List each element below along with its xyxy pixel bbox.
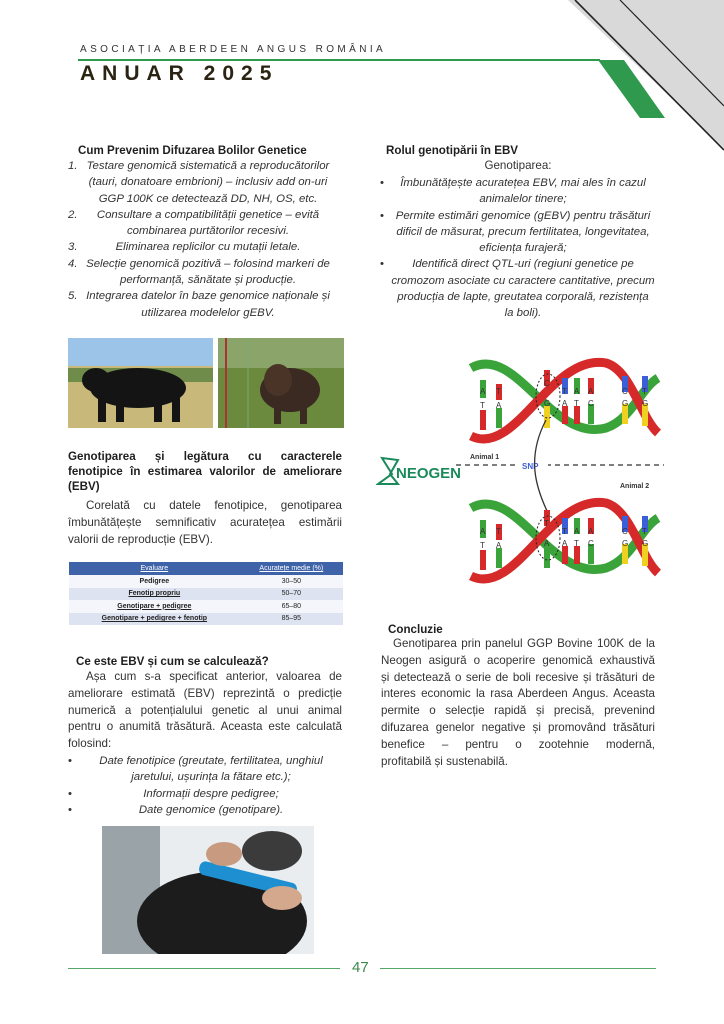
svg-text:T: T [574,539,579,548]
svg-text:A: A [496,541,502,550]
list-item: • Permite estimări genomice (gEBV) pentru trăsături dificil de măsurat, precum fertilitatea, longevitatea, eficiența furajeră; [380,209,651,255]
header-rule [78,59,600,61]
footer-rule-right [380,968,656,969]
svg-text:C: C [622,387,628,396]
prevent-heading: Cum Prevenim Difuzarea Bolilor Genetice [78,144,307,157]
list-item: • Informații despre pedigree; [68,787,279,800]
svg-text:T: T [480,401,485,410]
association-name: ASOCIAȚIA ABERDEEN ANGUS ROMÂNIA [80,44,387,55]
svg-text:A: A [588,387,594,396]
svg-text:T: T [574,399,579,408]
list-item: 3. Eliminarea replicilor cu mutații letale. [68,241,301,254]
svg-text:T: T [480,541,485,550]
page-title: ANUAR 2025 [80,62,279,85]
list-item: • Date fenotipice (greutate, fertilitatea, unghiul jaretului, ușurința la fătare etc.); [68,755,323,784]
svg-text:A: A [480,387,486,396]
prevent-list [68,158,348,321]
svg-text:A: A [496,401,502,410]
svg-text:G: G [642,539,649,548]
svg-text:A: A [480,527,486,536]
table-row: Genotipare + pedigree + fenotip 85–95 [69,613,343,626]
list-item: 2. Consultare a compatibilității genetice – evită combinarea purtătorilor recesivi. [68,208,320,238]
svg-text:T: T [496,527,501,536]
svg-text:G: G [622,539,629,548]
list-item: 4. Selecție genomică pozitivă – folosind markeri de performanță, sănătate și producție. [68,257,330,287]
geno-text: Corelată cu datele fenotipice, genotiparea îmbunătățește semnificativ acuratețea estimării valorii de reproducție (EBV). [68,499,342,546]
svg-text:A: A [562,399,568,408]
ebv-bullets [68,753,342,818]
ebv-heading: Ce este EBV și cum se calculează? [76,655,269,668]
table-row: Pedigree 30–50 [69,575,343,588]
bull-photo [68,338,213,428]
svg-text:G: G [544,399,551,408]
footer-rule-left [68,968,340,969]
list-item: • Date genomice (genotipare). [68,803,284,816]
svg-text:T: T [562,527,567,536]
list-item: 5. Integrarea datelor în baze genomice naționale și utilizarea modelelor gEBV. [68,290,330,319]
list-item: 1. Testare genomică sistematică a reproducătorilor (tauri, donatoare embrioni) – inclusiv add on-uri GGP 100K ce detectează DD, NH, OS, etc. [68,160,330,205]
table-row: Genotipare + pedigree 65–80 [69,600,343,613]
brand-logo-text: NEOGEN [396,465,462,482]
svg-text:C: C [588,399,594,408]
conclusion-text: Genotiparea prin panelul GGP Bovine 100K de la Neogen asigură o acoperire genomică exhaustivă și detectează o serie de boli recesive și trăsături de interes economic la rasa Aberdeen Angus. Aceasta permite o selecție rapidă și precisă, prevenind difuzarea genelor negative și promovând trăsături benefice – pentru o zootehnie modernă, profitabilă și sustenabilă. [381,637,655,768]
snp-label: SNP [522,462,539,471]
geno-heading: Genotiparea și legătura cu caracterele fenotipice în estimarea valorilor de ameliorare (EBV) [68,450,342,493]
snp-diagram [376,348,664,594]
svg-text:T: T [642,527,647,536]
svg-text:G: G [642,399,649,408]
list-item: • Identifică direct QTL-uri (regiuni genetice pe cromozom asociate cu caractere cantitative, precum producția de lapte, greutatea corporală, rezistența la boli). [380,258,655,320]
conclusion-heading: Concluzie [388,623,443,636]
svg-text:T: T [562,387,567,396]
svg-text:A: A [574,527,580,536]
sampling-photo [102,826,314,954]
svg-text:A: A [574,387,580,396]
svg-text:C: C [588,539,594,548]
svg-text:G: G [622,399,629,408]
calf-photo [218,338,344,428]
table-header-accuracy: Acuratețe medie (%) [240,562,343,575]
svg-text:T: T [642,387,647,396]
table-row: Fenotip propriu 50–70 [69,588,343,601]
animal-2-label: Animal 2 [620,483,650,490]
page-number: 47 [352,959,369,976]
table-header-evaluation: Evaluare [69,562,240,575]
list-item: • Îmbunătățește acuratețea EBV, mai ales în cazul animalelor tinere; [380,177,646,206]
svg-text:A: A [588,527,594,536]
animal-1-label: Animal 1 [470,454,500,461]
role-heading: Rolul genotipării în EBV [386,144,519,157]
role-intro: Genotiparea: [484,159,552,172]
svg-text:T: T [496,387,501,396]
svg-text:C: C [544,379,550,388]
svg-text:A: A [544,539,550,548]
accuracy-table [69,562,343,625]
neogen-logo [378,458,398,484]
svg-text:A: A [562,539,568,548]
ebv-text: Așa cum s-a specificat anterior, valoarea de ameliorare estimată (EBV) reprezintă o predicție numerică a potențialului genetic al unui animal pentru o anumită trăsătură. Aceasta este calculată folosind: [68,670,342,751]
role-bullets [380,175,656,322]
svg-text:C: C [622,527,628,536]
svg-text:T: T [544,519,549,528]
